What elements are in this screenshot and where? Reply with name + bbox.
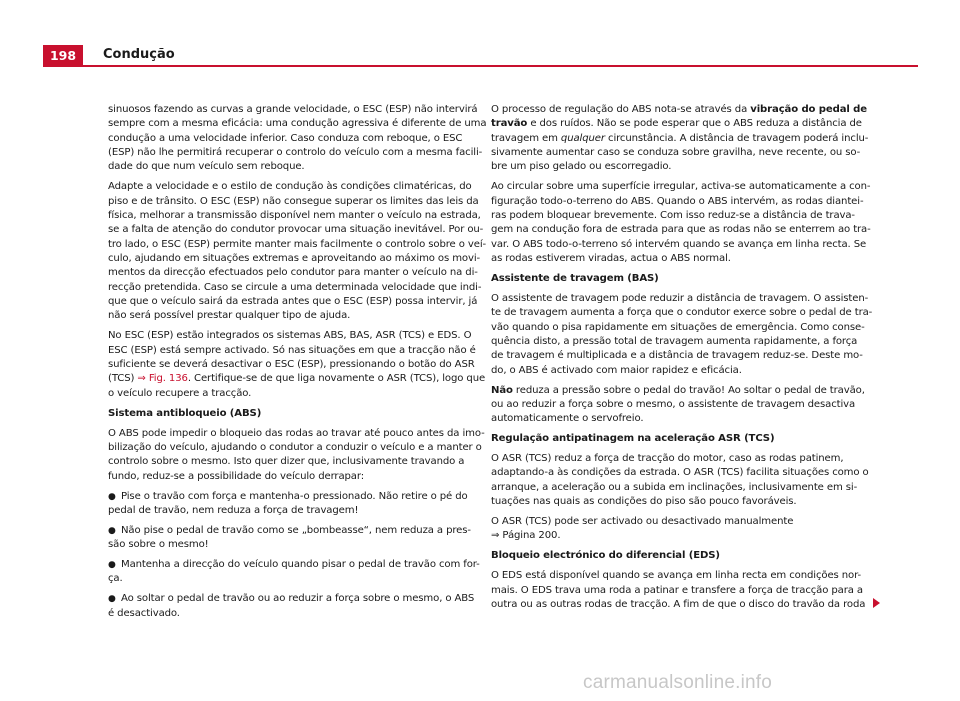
text-line: culo, ajudando em situações extremas e aproveitando ao máximo os movi- xyxy=(108,253,481,265)
header-rule xyxy=(83,65,918,67)
bold-text: travão xyxy=(491,118,528,130)
text-line: de travagem é multiplicada e a distância de travagem reduz-se. Deste mo- xyxy=(491,350,863,362)
section-heading-bas: Assistente de travagem (BAS) xyxy=(491,272,659,284)
text-line: as rodas estiverem viradas, actua o ABS normal. xyxy=(491,253,731,265)
text-line: (ESP) não lhe permitirá recuperar o controlo do veículo com a mesma facili- xyxy=(108,147,483,159)
text-line: o veículo recupere a tracção. xyxy=(108,387,252,399)
bullet-icon: ● xyxy=(108,594,116,605)
bold-text: vibração do pedal de xyxy=(750,104,867,115)
bullet-icon: ● xyxy=(108,560,116,571)
section-heading-asr: Regulação antipatinagem na aceleração ASR (TCS) xyxy=(491,433,775,445)
bold-text: Não xyxy=(491,384,513,396)
text-line: quência disto, a pressão total de travagem aumenta rapidamente, a força xyxy=(491,335,858,347)
text-line: recção pretendida. Caso se circule a uma determinada velocidade que indi- xyxy=(108,281,482,293)
text-line: sivamente aumentar caso se conduza sobre gravilha, neve recente, ou so- xyxy=(491,147,861,159)
text-fragment: (TCS) xyxy=(108,373,138,385)
paragraph-eds xyxy=(491,569,866,612)
page-title: Condução xyxy=(103,47,175,62)
text-line: O ASR (TCS) reduz a força de tracção do motor, caso as rodas patinem, xyxy=(491,453,844,465)
text-line: te de travagem aumenta a força que o condutor exerce sobre o pedal de tra- xyxy=(491,307,873,319)
text-line xyxy=(108,558,480,572)
paragraph-bas-aviso xyxy=(491,384,865,427)
bullet-item xyxy=(108,592,475,621)
paragraph-asr xyxy=(491,452,869,509)
text-line: dade do que num veículo sem reboque. xyxy=(108,161,305,173)
paragraph-sistemas-integrados xyxy=(108,329,486,401)
bullet-icon: ● xyxy=(108,525,116,536)
paragraph-adapte-velocidade xyxy=(108,180,487,323)
text-line: ras podem bloquear brevemente. Com isso reduz-se a distância de trava- xyxy=(491,210,855,221)
text-line xyxy=(108,524,471,538)
section-heading-eds: Bloqueio electrónico do diferencial (EDS) xyxy=(491,550,720,562)
text-line xyxy=(491,384,865,398)
text-line: condução a uma velocidade inferior. Caso conduza com reboque, o ESC xyxy=(108,132,463,144)
text-line: pedal de travão, nem reduza a força de travagem! xyxy=(108,504,359,516)
text-line: fundo, reduz-se a possibilidade do veículo derrapar: xyxy=(108,470,365,482)
text-line xyxy=(108,490,468,504)
text-line: são sobre o mesmo! xyxy=(108,539,209,551)
paragraph-abs-regulacao xyxy=(491,103,869,175)
text-line: mais. O EDS trava uma roda a patinar e transfere a força de tracção para a xyxy=(491,584,863,596)
text-line: Ao circular sobre uma superfície irregular, activa-se automaticamente a con- xyxy=(491,181,871,193)
section-heading-abs: Sistema antibloqueio (ABS) xyxy=(108,407,262,419)
page-reference-link[interactable]: ⇒ Página 200. xyxy=(491,530,561,542)
text-line: piso e de trânsito. O ESC (ESP) não consegue superar os limites das leis da xyxy=(108,195,479,207)
text-line: ça. xyxy=(108,573,123,585)
text-line: sinuosos fazendo as curvas a grande velocidade, o ESC (ESP) não intervirá xyxy=(108,104,478,115)
text-fragment: travagem em xyxy=(491,132,561,144)
text-line: ESC (ESP) está sempre activado. Só nas situações em que a tracção não é xyxy=(108,344,476,356)
text-line: arranque, a aceleração ou a subida em inclinações, inclusivamente em si- xyxy=(491,481,858,493)
left-column xyxy=(108,103,487,627)
text-line: não será possível prestar qualquer tipo de ajuda. xyxy=(108,310,351,322)
bullet-item xyxy=(108,558,480,587)
italic-text: qualquer xyxy=(560,132,605,144)
text-line: suficiente se deverá desactivar o ESC (ESP), pressionando o botão do ASR xyxy=(108,359,475,371)
figure-reference-link[interactable]: ⇒ Fig. 136 xyxy=(137,373,188,385)
watermark: carmanualsonline.info xyxy=(583,672,773,693)
text-fragment: . Certifique-se de que liga novamente o ASR (TCS), logo que xyxy=(187,373,486,385)
text-line: O assistente de travagem pode reduzir a distância de travagem. O assisten- xyxy=(491,292,869,304)
text-line: No ESC (ESP) estão integrados os sistemas ABS, BAS, ASR (TCS) e EDS. O xyxy=(108,330,472,342)
text-line xyxy=(108,592,475,606)
text-fragment: outra ou as outras rodas de tracção. A fim de que o disco do travão da roda xyxy=(491,599,866,610)
bullet-text: Não pise o pedal de travão como se „bombeasse“, nem reduza a pres- xyxy=(121,524,471,536)
text-line: mentos da direcção efectuados pelo condutor para manter o veículo na di- xyxy=(108,267,478,279)
bullet-item xyxy=(108,524,471,553)
text-line xyxy=(491,132,869,146)
text-line: do, o ABS é activado com maior rapidez e eficácia. xyxy=(491,364,742,376)
text-line: O ABS pode impedir o bloqueio das rodas ao travar até pouco antes da imo- xyxy=(108,427,485,439)
text-fragment: O processo de regulação do ABS nota-se através da xyxy=(491,104,751,115)
text-line: automaticamente o servofreio. xyxy=(491,413,644,425)
bullet-text: Pise o travão com força e mantenha-o pressionado. Não retire o pé do xyxy=(121,490,468,502)
text-line: gem na condução fora de estrada para que as rodas não se enterrem ao tra- xyxy=(491,224,871,236)
text-line: tro lado, o ESC (ESP) permite manter mais facilmente o controlo sobre o veí- xyxy=(108,238,487,250)
text-line: tuações nas quais as condições do piso são pouco favoráveis. xyxy=(491,496,797,508)
text-line xyxy=(491,598,866,612)
paragraph-esc-reboque xyxy=(108,103,487,175)
text-fragment: circunstância. A distância de travagem poderá inclu- xyxy=(604,132,869,144)
bullet-item xyxy=(108,490,468,519)
text-line: O EDS está disponível quando se avança em linha recta em condições nor- xyxy=(491,570,862,582)
text-line: adaptando-a às condições da estrada. O ASR (TCS) facilita situações como o xyxy=(491,467,869,479)
text-line xyxy=(108,372,486,386)
text-line: O ASR (TCS) pode ser activado ou desactivado manualmente xyxy=(491,516,794,528)
text-line xyxy=(491,103,867,117)
text-line: vão quando o pisa rapidamente em situações de emergência. Como conse- xyxy=(491,321,865,333)
text-line: é desactivado. xyxy=(108,607,180,619)
bullet-text: Ao soltar o pedal de travão ou ao reduzir a força sobre o mesmo, o ABS xyxy=(121,593,475,605)
text-line: Adapte a velocidade e o estilo de condução às condições climatéricas, do xyxy=(108,181,472,193)
bullet-text: Mantenha a direcção do veículo quando pisar o pedal de travão com for- xyxy=(121,559,480,571)
text-fragment: e dos ruídos. Não se pode esperar que o ABS reduza a distância de xyxy=(527,118,862,130)
paragraph-abs-todo-terreno xyxy=(491,180,871,266)
text-line: bilização do veículo, ajudando o condutor a conduzir o veículo e a manter o xyxy=(108,441,482,453)
bullet-icon: ● xyxy=(108,491,116,502)
text-line xyxy=(491,117,862,131)
text-line: ou ao reduzir a força sobre o mesmo, o assistente de travagem desactiva xyxy=(491,398,856,410)
right-column xyxy=(491,103,873,618)
text-fragment: reduza a pressão sobre o pedal do travão! Ao soltar o pedal de travão, xyxy=(512,384,865,396)
text-line: controlo sobre o mesmo. Isto quer dizer que, inclusivamente travando a xyxy=(108,456,465,468)
text-line: física, melhorar a transmissão disponível nem manter o veículo na estrada, xyxy=(108,210,481,221)
text-line: se a falta de atenção do condutor provocar uma situação inevitável. Por ou- xyxy=(108,224,484,236)
continue-arrow-icon xyxy=(873,598,880,608)
paragraph-bas xyxy=(491,292,873,378)
text-line: figuração todo-o-terreno do ABS. Quando o ABS intervém, as rodas diantei- xyxy=(491,195,864,207)
text-line: var. O ABS todo-o-terreno só intervém quando se avança em linha recta. Se xyxy=(491,238,867,250)
page-number: 198 xyxy=(43,45,83,67)
text-line: que que o veículo sairá da estrada antes que o ESC (ESP) possa intervir, já xyxy=(108,296,478,308)
paragraph-abs xyxy=(108,427,485,484)
text-line: sempre com a mesma eficácia: uma condução agressiva é diferente de uma xyxy=(108,118,487,130)
paragraph-asr-manual xyxy=(491,515,855,544)
text-line: bre um piso gelado ou escorregadio. xyxy=(491,161,672,173)
